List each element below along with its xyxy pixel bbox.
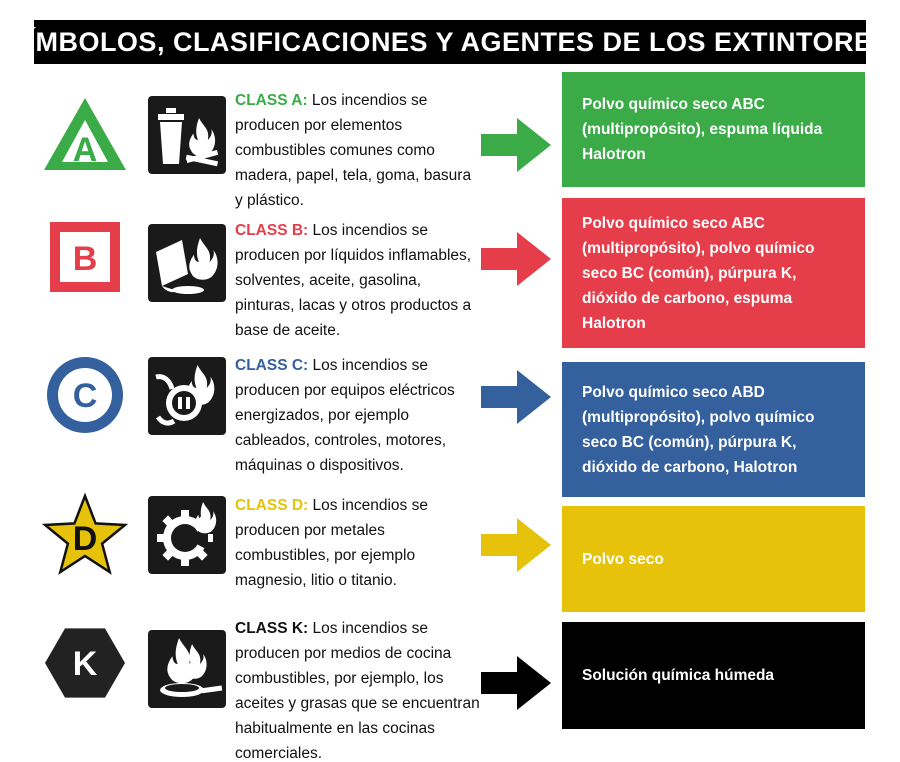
class-description-text: Los incendios se producen por líquidos inflamables, solventes, aceite, gasolina, pinturas, lacas y otros productos a base de aceite.	[235, 222, 472, 339]
extinguishing-agent-box	[562, 622, 865, 729]
liquid-can-fire-icon	[148, 224, 226, 302]
arrow-right-icon	[481, 118, 551, 172]
class-label: CLASS B:	[235, 222, 309, 239]
class-description	[235, 493, 480, 593]
extinguishing-agent-text: Polvo químico seco ABC (multipropósito), espuma líquida Halotron	[582, 96, 823, 163]
arrow-right-icon	[481, 518, 551, 572]
extinguishing-agent-box	[562, 506, 865, 612]
extinguishing-agent-box	[562, 198, 865, 348]
trash-can-fire-icon	[148, 96, 226, 174]
class-label: CLASS D:	[235, 497, 309, 514]
class-description-text: Los incendios se producen por equipos eléctricos energizados, por ejemplo cableados, controles, motores, máquinas o dispositivos.	[235, 357, 455, 474]
class-description-text: Los incendios se producen por elementos combustibles comunes como madera, papel, tela, goma, basura y plástico.	[235, 92, 472, 209]
electrical-plug-fire-icon	[148, 357, 226, 435]
class-letter: B	[72, 240, 98, 278]
class-k-symbol	[40, 618, 130, 708]
class-description-text: Los incendios se producen por metales combustibles, por ejemplo magnesio, litio o titanio.	[235, 497, 428, 589]
class-label: CLASS C:	[235, 357, 309, 374]
arrow-right-icon	[481, 232, 551, 286]
extinguishing-agent-text: Polvo químico seco ABD (multipropósito), polvo químico seco BC (común), púrpura K, dióxido de carbono, Halotron	[582, 383, 815, 476]
class-letter: C	[72, 377, 98, 415]
arrow-right-icon	[481, 370, 551, 424]
extinguishing-agent-text: Polvo químico seco ABC (multipropósito), polvo químico seco BC (común), púrpura K, dióxido de carbono, espuma Halotron	[582, 214, 815, 332]
frying-pan-fire-icon	[148, 630, 226, 708]
class-description	[235, 88, 480, 213]
extinguishing-agent-box	[562, 72, 865, 187]
extinguishing-agent-box	[562, 362, 865, 497]
extinguishing-agent-text: Polvo seco	[582, 550, 664, 568]
gear-metal-fire-icon	[148, 496, 226, 574]
class-label: CLASS K:	[235, 620, 309, 637]
class-c-symbol	[40, 350, 130, 440]
class-description	[235, 218, 480, 343]
page-title: SÍMBOLOS, CLASIFICACIONES Y AGENTES DE LOS EXTINTORES	[34, 20, 866, 64]
class-label: CLASS A:	[235, 92, 308, 109]
class-a-symbol	[40, 90, 130, 180]
arrow-right-icon	[481, 656, 551, 710]
class-description	[235, 353, 480, 478]
extinguishing-agent-text: Solución química húmeda	[582, 667, 775, 684]
class-b-symbol	[40, 212, 130, 302]
class-description-text: Los incendios se producen por medios de cocina combustibles, por ejemplo, los aceites y grasas que se encuentran habitualmente en las cocinas comerciales.	[235, 620, 480, 762]
class-letter: A	[72, 131, 98, 169]
class-description	[235, 616, 480, 762]
class-d-symbol	[40, 490, 130, 580]
class-letter: K	[72, 645, 98, 683]
class-letter: D	[72, 520, 98, 558]
